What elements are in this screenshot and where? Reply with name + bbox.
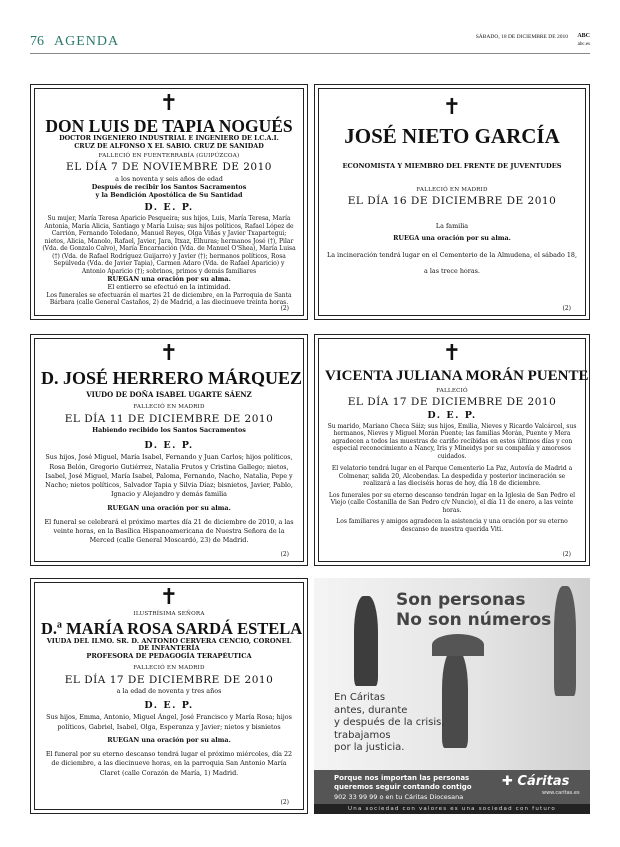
deceased-title: DE INFANTERÍA xyxy=(138,644,200,653)
ad-band-text xyxy=(334,774,472,792)
ad-ref: (2) xyxy=(280,551,289,558)
prayer-request: RUEGAN una oración por su alma. xyxy=(107,275,231,284)
family: Su marido, Mariano Checa Sáiz; sus hijos, Emilia, Nieves y Ricardo Valcárcel, sus hermanos, Nieves y Miguel Morán Puente; las familias Morán, Puente y Mera agradecen a todos las muestras de cariño recibidas en estos últimos días y con especial reconocimiento a Nancy, Iris y Mineidys por su compañía y amorosos cuidados. xyxy=(327,422,577,460)
death-date: EL DÍA 7 DE NOVIEMBRE DE 2010 xyxy=(66,161,272,174)
funeral: Los funerales se efectuarán el martes 21 de diciembre, en la Parroquia de Santa Bárbara (calle General Castaños, 2) de Madrid, a las diecinueve treinta horas. xyxy=(46,291,292,307)
rip: D. E. P. xyxy=(427,409,477,421)
ad-body-line: y después de la crisis, xyxy=(334,717,445,728)
ad-band-line: queremos seguir contando contigo xyxy=(334,782,472,791)
ad-ref: (2) xyxy=(280,799,289,806)
funeral: Los funerales por su eterno descanso tendrán lugar en la Iglesia de San Pedro el Viejo (calle Costanilla de San Pedro c/v Nuncio), el día 11 de enero, a las veinte horas. xyxy=(328,491,576,514)
deceased-title: PROFESORA DE PEDAGOGÍA TERAPÉUTICA xyxy=(86,652,252,661)
deceased-title: DOCTOR INGENIERO INDUSTRIAL E INGENIERO DE I.C.A.I. xyxy=(59,134,279,143)
deceased-name: D. JOSÉ HERRERO MÁRQUEZ xyxy=(41,368,303,388)
ad-body-line: por la justicia. xyxy=(334,742,405,753)
caritas-advertisement xyxy=(314,578,590,814)
ad-website: www.caritas.es xyxy=(542,790,580,796)
ad-ref: (2) xyxy=(280,305,289,312)
header-date: SÁBADO, 18 DE DICIEMBRE DE 2010 xyxy=(475,34,568,40)
ad-body xyxy=(334,692,445,755)
obituary-frame xyxy=(34,338,304,562)
cross-icon: ✝ xyxy=(159,585,179,610)
caritas-logo-text: Cáritas xyxy=(517,774,570,789)
prayer-request: RUEGAN una oración por su alma. xyxy=(107,735,231,744)
death-place: FALLECIÓ EN FUENTERRABÍA (GUIPÚZCOA) xyxy=(98,152,240,159)
cross-logo-icon: ✚ xyxy=(502,774,518,789)
deceased-title: ECONOMISTA Y MIEMBRO DEL FRENTE DE JUVENTUDES xyxy=(342,162,562,171)
background-figure xyxy=(554,586,576,696)
prayer-request: RUEGA una oración por su alma. xyxy=(393,234,511,242)
obituary-frame xyxy=(34,582,304,810)
family: Su mujer, María Teresa Aparicio Pesqueira; sus hijos, Luis, María Teresa, María Antonia, María Alicia, Santiago y María Luisa; sus hijos políticos, Rafael López de Carrión, Fernando Toledano, Manuel Reyes, Olga Viñas y Javier Txapartegui; nietos, Alicia, Manolo, Rafael, Javier, Jara, Itxaz, Elhuras; hermanos José (†), Pilar (Vda. de Gonzalo Calvo), María Encarnación (Vda. de Manuel O'Shea), María Luisa (†) (Vda. de Rafael Rodríguez Guijarro) y Javier (†); hermanos políticos, Rosa Sepúlveda (Vda. de Javier Tapia), Carmen Adaro (Vda. de Rafael Aparicio) y Antonio Aparicio (†); sobrinos, primos y demás familiares xyxy=(42,215,296,275)
death-date: EL DÍA 16 DE DICIEMBRE DE 2010 xyxy=(347,195,557,208)
death-place: FALLECIÓ EN MADRID xyxy=(133,404,205,411)
sacraments: Habiendo recibido los Santos Sacramentos xyxy=(92,426,246,435)
rip: D. E. P. xyxy=(144,202,194,214)
family: Sus hijos, Emma, Antonio, Miguel Ángel, José Francisco y María Rosa; hijos políticos, Gabriel, Isabel, Olga, Esperanza y Javier; nietos y bisnietos xyxy=(46,713,292,731)
ad-ref: (2) xyxy=(562,551,571,558)
deceased-title: VIUDA DEL ILMO. SR. D. ANTONIO CERVERA CENCIO, CORONEL xyxy=(46,636,292,645)
ad-phone: 902 33 99 99 o en tu Cáritas Diocesana xyxy=(334,793,464,801)
header-rule xyxy=(30,53,590,54)
burial: El velatorio tendrá lugar en el Parque Cementerio La Paz, Autovía de Madrid a Colmenar, salida 20, Alcobendas. La despedida y posterior incineración se realizará a las dieciséis horas de hoy, día 18 de diciembre. xyxy=(331,465,573,488)
rip: D. E. P. xyxy=(144,700,194,712)
closing-note: Los familiares y amigos agradecen la asistencia y una oración por su eterno descanso de nuestra querida Viti. xyxy=(336,518,568,533)
death-date: EL DÍA 11 DE DICIEMBRE DE 2010 xyxy=(64,412,274,425)
sacraments: y la Bendición Apostólica de Su Santidad xyxy=(95,190,243,199)
deceased-name: JOSÉ NIETO GARCÍA xyxy=(344,124,560,148)
cross-icon: ✝ xyxy=(159,91,179,116)
deceased-name: VICENTA JULIANA MORÁN PUENTE xyxy=(325,368,589,384)
umbrella-icon xyxy=(432,634,484,656)
page-number: 76 xyxy=(30,34,44,49)
ad-slogan: Una sociedad con valores es una sociedad con futuro xyxy=(314,804,590,814)
obituary-nieto xyxy=(314,84,590,320)
ad-ref: (2) xyxy=(562,305,571,312)
umbrella-figure xyxy=(442,650,468,748)
burial: El entierro se efectuó en la intimidad. xyxy=(107,283,231,292)
caritas-logo xyxy=(502,774,569,789)
death-place: FALLECIÓ EN MADRID xyxy=(133,665,205,672)
prayer-request: RUEGAN una oración por su alma. xyxy=(107,503,231,512)
ad-body-line: En Cáritas xyxy=(334,692,386,703)
obituary-frame xyxy=(34,88,304,316)
rip: D. E. P. xyxy=(144,440,194,452)
obituary-frame xyxy=(318,88,586,316)
age: a los noventa y seis años de edad xyxy=(115,174,223,183)
funeral: El funeral se celebrará el próximo martes día 21 de diciembre de 2010, a las veinte horas, en la Basílica Hispanoamericana de Nuestra Señora de la Merced (calle General Moscardó, 23) de Madrid. xyxy=(44,517,294,545)
ad-headline: Son personas xyxy=(396,590,526,610)
family: La familia xyxy=(435,221,469,230)
funeral: El funeral por su eterno descanso tendrá lugar el próximo miércoles, día 22 de diciembre, a las diecinueve horas, en la parroquia San Antonio María Claret (calle Corazón de María, 1) Madrid. xyxy=(45,750,293,777)
ad-headline: No son números xyxy=(396,610,552,630)
ad-band-line: Porque nos importan las personas xyxy=(334,774,470,782)
ad-body-line: trabajamos xyxy=(334,729,391,741)
ad-body-line: antes, durante xyxy=(334,704,408,716)
death-place: FALLECIÓ EN MADRID xyxy=(416,186,488,193)
header-brand: ABC xyxy=(577,33,590,39)
death-date: EL DÍA 17 DE DICIEMBRE DE 2010 xyxy=(347,396,557,409)
deceased-name: DON LUIS DE TAPIA NOGUÉS xyxy=(45,116,293,136)
death-place: FALLECIÓ xyxy=(436,387,468,394)
sacraments: Después de recibir los Santos Sacramentos xyxy=(91,182,247,191)
obituary-sarda xyxy=(30,578,308,814)
family: Sus hijos, José Miguel, María Isabel, Fernando y Juan Carlos; hijos políticos, Rosa Belón, Gregorio Gutiérrez, Natalia Frutos y Cristina Gallego; nietos, Isabel, José Miguel, María Isabel, Paloma, Fernando, Nacho, Natalia, Pepe y Nacho; nietos políticos, Salvador Tapia y Silvia Díaz; bisnietos, Javier, Pablo, Ignacio y Alejandro y demás familia xyxy=(45,453,293,499)
obituary-herrero xyxy=(30,334,308,566)
obituary-moran xyxy=(314,334,590,566)
header-site: abc.es xyxy=(577,42,590,47)
deceased-title: CRUZ DE ALFONSO X EL SABIO. CRUZ DE SANIDAD xyxy=(74,142,264,151)
walking-man-figure xyxy=(354,596,378,686)
deceased-name: D.ª MARÍA ROSA SARDÁ ESTELA xyxy=(41,619,303,639)
obituary-tapia xyxy=(30,84,308,320)
cross-icon: ✝ xyxy=(442,341,462,366)
page-header xyxy=(30,32,590,54)
section-title: AGENDA xyxy=(54,34,120,49)
honorific: ILUSTRÍSIMA SEÑORA xyxy=(133,611,205,617)
cross-icon: ✝ xyxy=(442,95,462,120)
burial: La incineración tendrá lugar en el Cementerio de la Almudena, el sábado 18, a las trece horas. xyxy=(326,251,578,275)
age: a la edad de noventa y tres años xyxy=(116,687,222,696)
deceased-title: VIUDO DE DOÑA ISABEL UGARTE SÁENZ xyxy=(86,389,252,399)
cross-icon: ✝ xyxy=(159,341,179,366)
death-date: EL DÍA 17 DE DICIEMBRE DE 2010 xyxy=(64,673,274,686)
obituary-frame xyxy=(318,338,589,562)
